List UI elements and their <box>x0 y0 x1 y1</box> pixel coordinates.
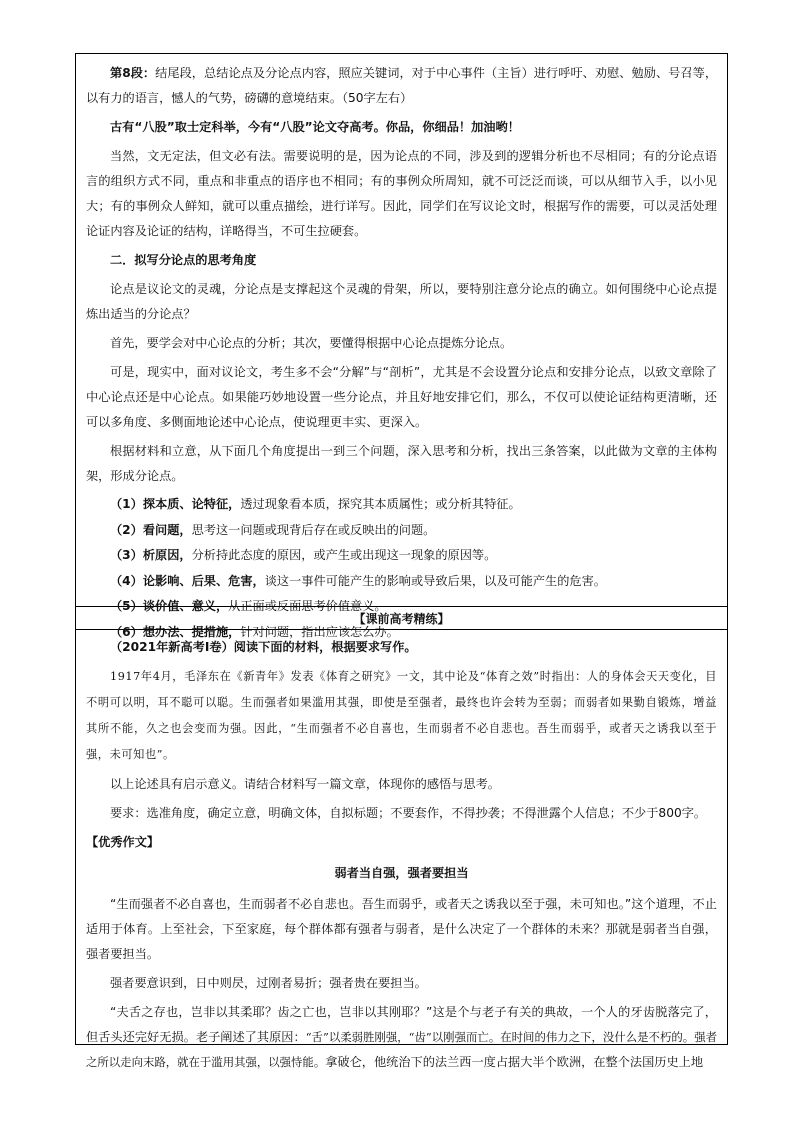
exam-practice-cell <box>76 630 727 1069</box>
paragraph-reality: 可是，现实中，面对议论文，考生多不会“分解”与“剖析”，尤其是不会设置分论点和安排分论点，以致文章除了中心论点还是中心论点。如果能巧妙地设置一些分论点，并且好地安排它们，那么，不仅可以使论证结构更清晰，还可以多角度、多侧面地论述中心论点，使说理更丰实、更深入。 <box>86 365 717 429</box>
exam-material: 1917年4月，毛泽东在《新青年》发表《体育之研究》一文，其中论及“体育之效”时指出：人的身体会天天变化，目不明可以明，耳不聪可以聪。生而强者如果滥用其强，即使是至强者，最终也许会转为至弱；而弱者如果勤自锻炼，增益其所不能，久之也会变而为强。因此，“生而强者不必自喜也，生而弱者不必自悲也。吾生而弱乎，或者天之诱我以至于强，未可知也”。 <box>86 670 717 761</box>
excellent-essay-label: 【优秀作文】 <box>86 835 160 849</box>
content-table <box>75 53 728 1069</box>
list-item: （6）想办法、提措施，针对问题，指出应该怎么办。 <box>110 624 399 639</box>
list-item: （2）看问题，思考这一问题或现背后存在或反映出的问题。 <box>110 522 436 537</box>
paragraph-flexibility: 当然，文无定法，但文必有法。需要说明的是，因为论点的不同，涉及到的逻辑分析也不尽相同；有的分论点语言的组织方式不同，重点和非重点的语序也不相同；有的事例众所周知，就不可泛泛而谈，可以从细节入手，以小见大；有的事例众人鲜知，就可以重点描绘，进行详写。因此，同学们在写议论文时，根据写作的需要，可以灵活处理论证内容及论证的结构，详略得当，不可生拉硬套。 <box>86 149 717 238</box>
paragraph-angles-intro: 根据材料和立意，从下面几个角度提出一到三个问题，深入思考和分析，找出三条答案，以此做为文章的主体构架，形成分论点。 <box>86 444 717 483</box>
exam-requirements: 要求：选准角度，确定立意，明确文体，自拟标题；不要套作，不得抄袭；不得泄露个人信息；不少于800字。 <box>110 806 707 820</box>
paragraph-label: 第8段： <box>110 66 156 80</box>
paragraph-text: 结尾段，总结论点及分论点内容，照应关键词，对于中心事件（主旨）进行呼吁、劝慰、勉励、号召等，以有力的语言，憾人的气势，磅礴的意境结束。（50字左右） <box>86 66 718 105</box>
paragraph-first-steps: 首先，要学会对中心论点的分析；其次，要懂得根据中心论点提炼分论点。 <box>110 336 513 350</box>
paragraph-sub-argument-intro: 论点是议论文的灵魂，分论点是支撑起这个灵魂的骨架，所以，要特别注意分论点的确立。如何围绕中心论点提炼出适当的分论点？ <box>86 282 717 321</box>
essay-title: 弱者当自强，强者要担当 <box>334 866 469 880</box>
section-heading-sub-arguments: 二．拟写分论点的思考角度 <box>110 253 257 267</box>
list-item: （4）论影响、后果、危害，谈这一事件可能产生的影响或导致后果，以及可能产生的危害。 <box>110 573 606 588</box>
slogan-paragraph: 古有“八股”取士定科举，今有“八股”论文夺高考。你品，你细品！加油哟！ <box>110 120 520 134</box>
essay-paragraph: 强者要意识到，日中则昃，过刚者易折；强者贵在要担当。 <box>110 976 427 990</box>
exam-instruction: 以上论述具有启示意义。请结合材料写一篇文章，体现你的感悟与思考。 <box>110 777 500 791</box>
list-item: （1）探本质、论特征，透过现象看本质，探究其本质属性；或分析其特征。 <box>110 497 521 511</box>
essay-paragraph: “生而强者不必自喜也，生而弱者不必自悲也。吾生而弱乎，或者天之诱我以至于强，未可知也。”这个道理，不止适用于体育。上至社会，下至家庭，每个群体都有强者与弱者，是什么决定了一个群体的未来？那就是弱者当自强，强者要担当。 <box>86 897 717 961</box>
list-item: （3）析原因，分析持此态度的原因，或产生或出现这一现象的原因等。 <box>110 548 497 562</box>
essay-paragraph: “夫舌之存也，岂非以其柔耶？齿之亡也，岂非以其刚耶？”这是个与老子有关的典故，一个人的牙齿脱落完了，但舌头还完好无损。老子阐述了其原因：“舌”以柔弱胜刚强，“齿”以刚强而亡。在时间的伟力之下，没什么是不朽的。强者之所以走向末路，就在于滥用其强，以强恃能。拿破仑，他统治下的法兰西一度占据大半个欧洲，在整个法国历史上地 <box>86 1005 717 1069</box>
section-header: 【课前高考精练】 <box>76 607 727 630</box>
paragraph-closing-section <box>86 61 717 111</box>
list-item: （5）谈价值、意义，从正面或反面思考价值意义。 <box>110 599 387 613</box>
exam-prompt-intro: （2021年新高考Ⅰ卷）阅读下面的材料，根据要求写作。 <box>110 640 417 654</box>
